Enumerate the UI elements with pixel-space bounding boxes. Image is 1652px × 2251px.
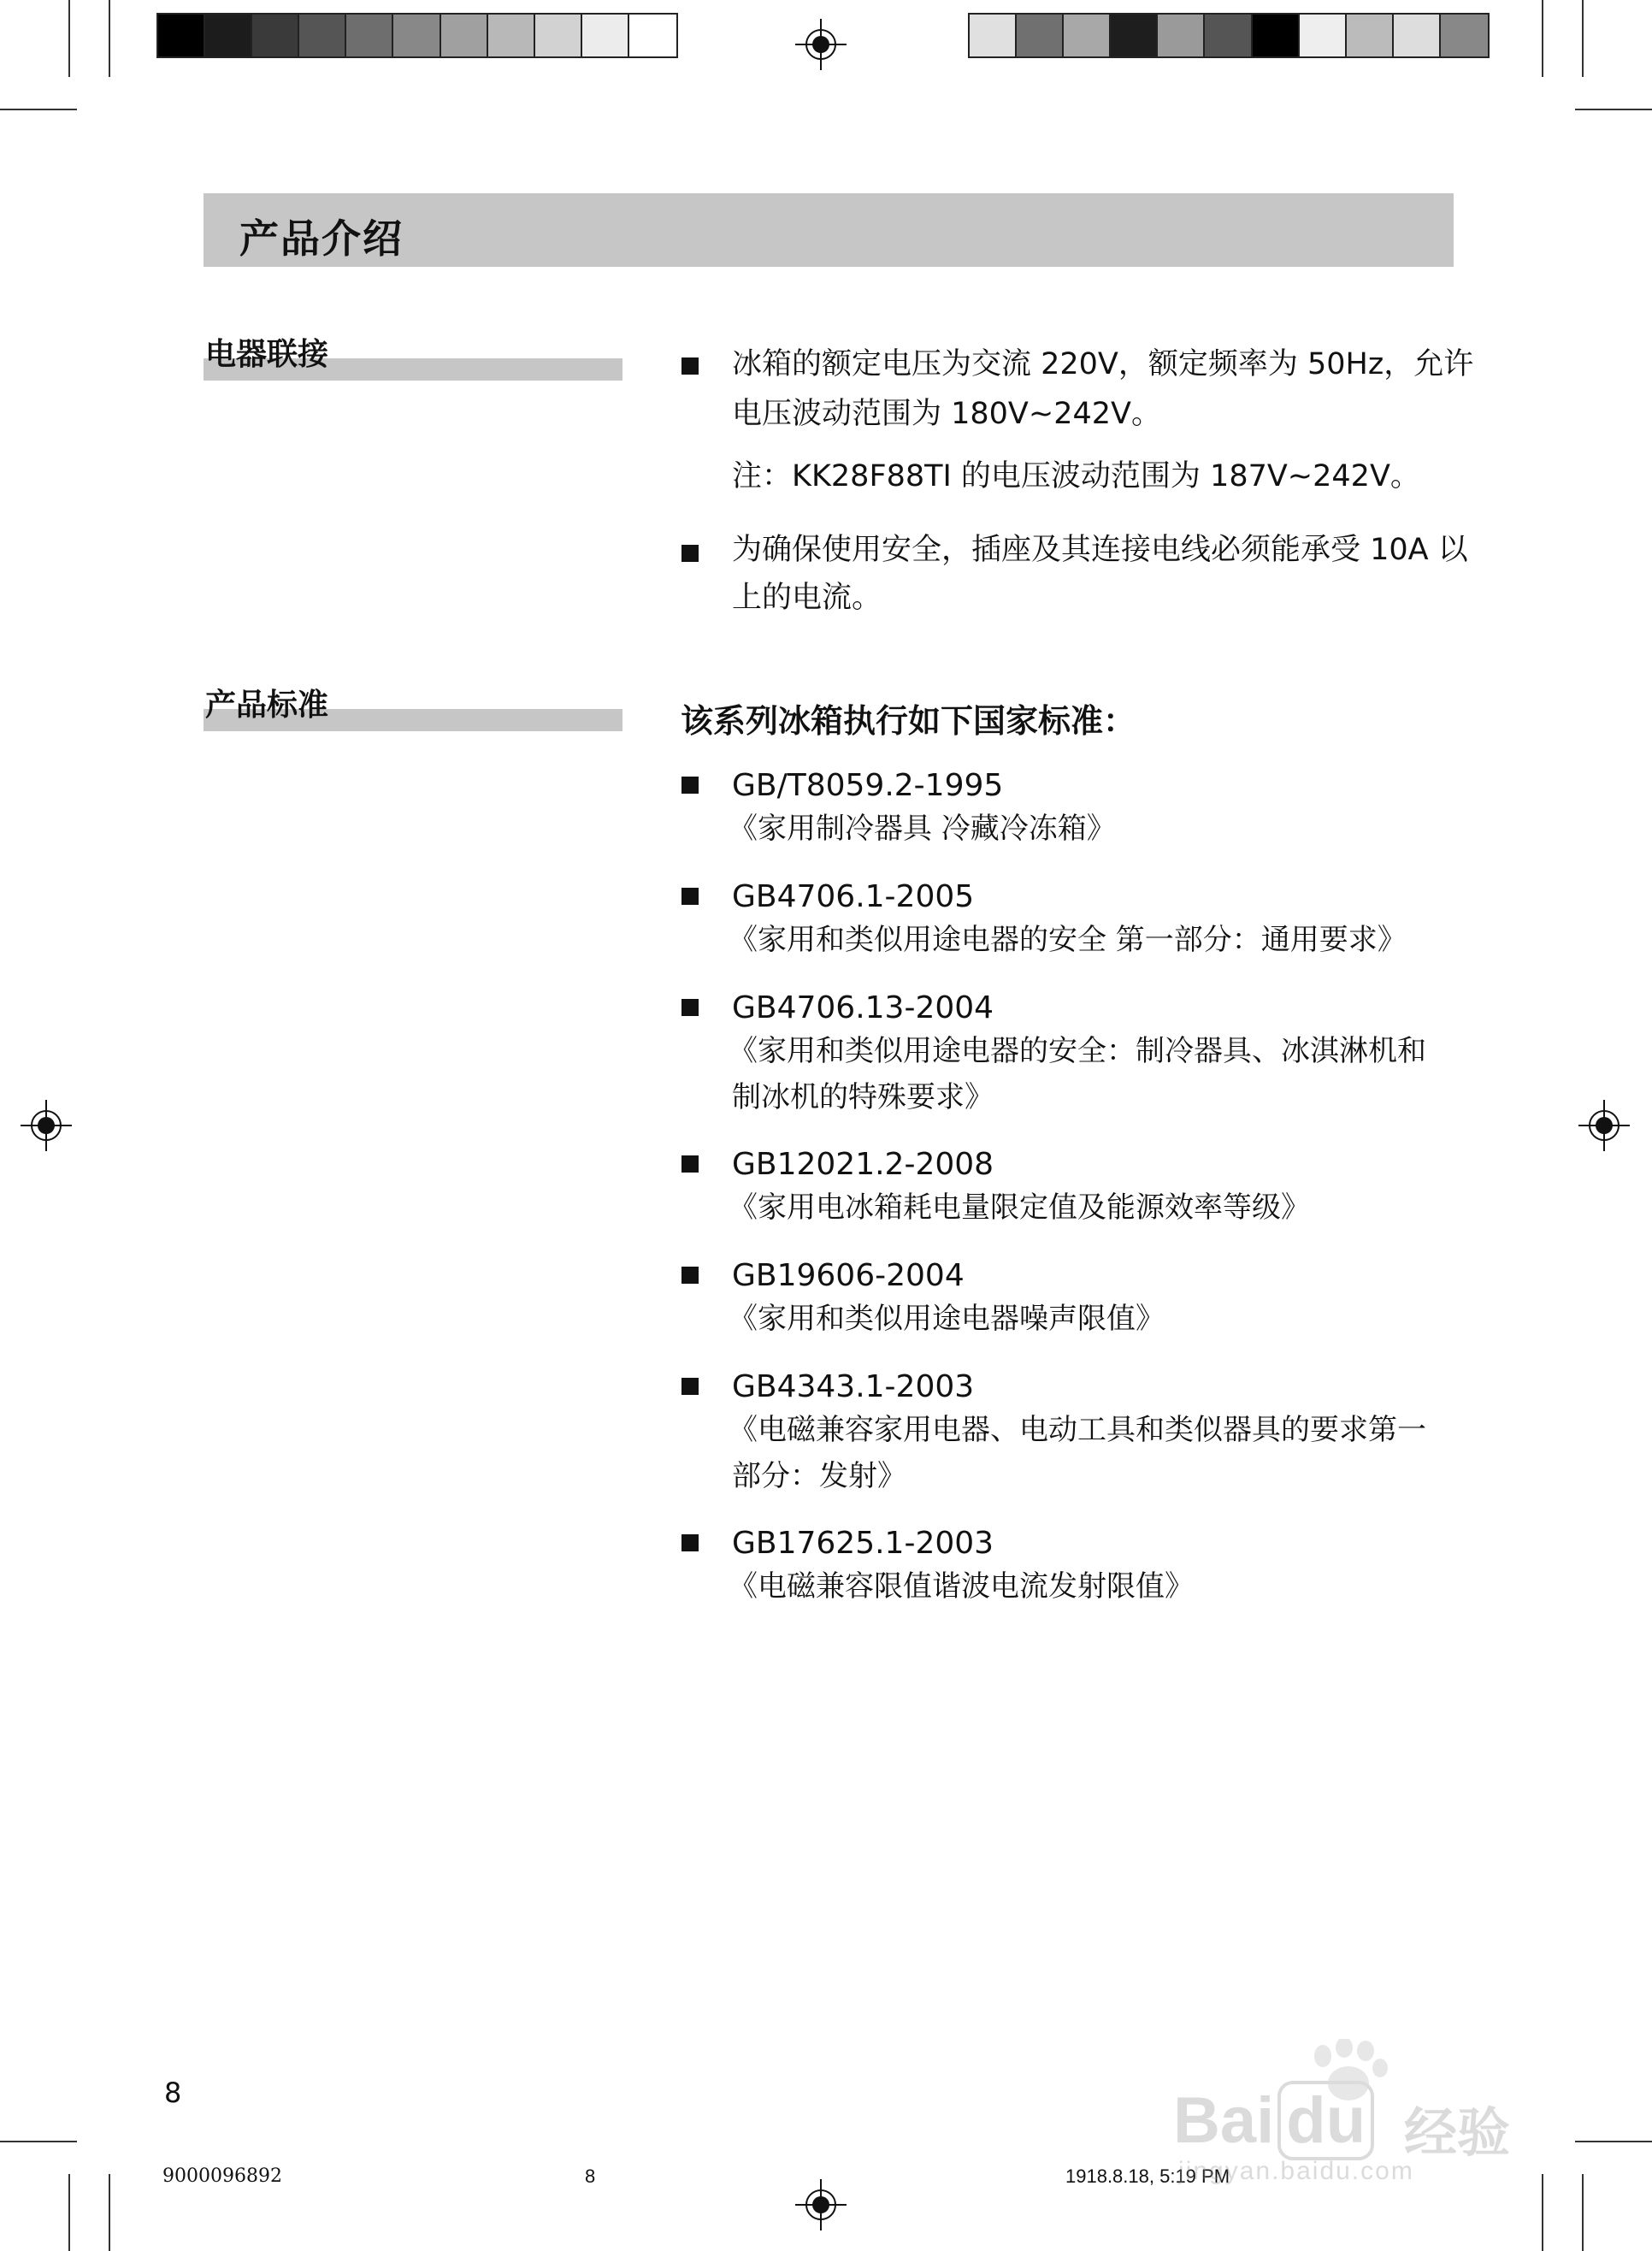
section-heading-electrical: 电器联接 [205, 337, 329, 372]
crop-mark-top-right-h [1575, 109, 1652, 110]
crop-mark-bottom-left-h [0, 2141, 77, 2142]
watermark-url: jingyan.baidu.com [1178, 2157, 1414, 2185]
swatch-left-2 [252, 15, 299, 56]
swatch-right-6 [1253, 15, 1300, 56]
swatch-left-8 [535, 15, 582, 56]
electrical-note: 注：KK28F88TI 的电压波动范围为 187V~242V。 [732, 459, 1420, 493]
bullet-square [681, 1378, 699, 1395]
standards-lead: 该系列冰箱执行如下国家标准： [681, 702, 1136, 740]
bullet-square [681, 1267, 699, 1284]
slug-date: 1918.8.18, 5:19 PM [1065, 2165, 1230, 2187]
crop-mark-bottom-right-inner [1582, 2174, 1584, 2251]
swatch-left-3 [299, 15, 346, 56]
bullet-square [681, 545, 699, 562]
standard-code: GB19606-2004 [732, 1258, 965, 1293]
registration-mark-right [1578, 1100, 1630, 1151]
standard-code: GB4706.13-2004 [732, 990, 994, 1025]
swatch-left-6 [441, 15, 488, 56]
swatch-left-7 [488, 15, 535, 56]
color-calibration-strip-right [968, 13, 1490, 58]
watermark-brand: Bai [1173, 2084, 1275, 2157]
registration-mark-left [21, 1100, 72, 1151]
swatch-left-4 [346, 15, 393, 56]
crop-mark-top-right-inner [1582, 0, 1584, 77]
swatch-right-10 [1441, 15, 1488, 56]
electrical-bullet2-line2: 上的电流。 [732, 581, 882, 615]
slug-code: 9000096892 [162, 2165, 282, 2187]
standard-title-continued: 制冰机的特殊要求》 [732, 1080, 994, 1114]
swatch-right-1 [1017, 15, 1064, 56]
baidu-jingyan-watermark [1173, 2039, 1549, 2184]
crop-mark-bottom-right-v [1542, 2174, 1543, 2251]
standard-code: GB4706.1-2005 [732, 879, 975, 914]
watermark-label: 经验 [1404, 2104, 1511, 2163]
watermark-brand-suffix: du [1277, 2081, 1374, 2160]
standard-title-continued: 部分：发射》 [732, 1459, 906, 1493]
crop-mark-top-left-h [0, 109, 77, 110]
swatch-right-0 [970, 15, 1017, 56]
crop-mark-bottom-left-inner [68, 2174, 70, 2251]
color-calibration-strip-left [156, 13, 678, 58]
swatch-right-4 [1158, 15, 1205, 56]
crop-mark-bottom-left-v [109, 2174, 110, 2251]
standard-title: 《家用电冰箱耗电量限定值及能源效率等级》 [729, 1190, 1310, 1225]
standard-title: 《家用和类似用途电器噪声限值》 [729, 1302, 1165, 1336]
standard-code: GB12021.2-2008 [732, 1147, 994, 1182]
registration-mark-bottom [795, 2179, 847, 2230]
page-number: 8 [164, 2077, 182, 2109]
bullet-square [681, 888, 699, 905]
swatch-right-9 [1394, 15, 1441, 56]
registration-mark-top [795, 19, 847, 70]
swatch-left-0 [158, 15, 205, 56]
standard-title: 《家用和类似用途电器的安全：制冷器具、冰淇淋机和 [729, 1034, 1426, 1068]
standard-code: GB4343.1-2003 [732, 1369, 975, 1404]
bullet-square [681, 1534, 699, 1551]
crop-mark-top-right-v [1542, 0, 1543, 77]
standard-title: 《电磁兼容限值谐波电流发射限值》 [729, 1569, 1194, 1604]
bullet-square [681, 777, 699, 794]
standard-title: 《电磁兼容家用电器、电动工具和类似器具的要求第一 [729, 1413, 1426, 1447]
bullet-square [681, 1155, 699, 1173]
standard-title: 《家用和类似用途电器的安全 第一部分：通用要求》 [729, 923, 1407, 957]
crop-mark-top-left-inner [68, 0, 70, 77]
swatch-right-5 [1205, 15, 1252, 56]
swatch-left-1 [205, 15, 252, 56]
electrical-bullet1-line2: 电压波动范围为 180V~242V。 [732, 397, 1161, 431]
electrical-bullet1-line1: 冰箱的额定电压为交流 220V，额定频率为 50Hz，允许 [732, 347, 1474, 381]
electrical-bullet2-line1: 为确保使用安全，插座及其连接电线必须能承受 10A 以 [732, 533, 1468, 567]
page-title: 产品介绍 [239, 216, 404, 262]
swatch-right-8 [1347, 15, 1394, 56]
swatch-right-3 [1111, 15, 1158, 56]
standard-title: 《家用制冷器具 冷藏冷冻箱》 [729, 812, 1116, 846]
crop-mark-bottom-right-h [1575, 2141, 1652, 2142]
bullet-square [681, 999, 699, 1016]
section-heading-standards: 产品标准 [205, 688, 329, 723]
bullet-square [681, 357, 699, 375]
swatch-right-7 [1300, 15, 1347, 56]
standard-code: GB/T8059.2-1995 [732, 768, 1004, 803]
swatch-right-2 [1064, 15, 1111, 56]
swatch-left-5 [393, 15, 440, 56]
standard-code: GB17625.1-2003 [732, 1526, 994, 1561]
swatch-left-9 [582, 15, 629, 56]
swatch-left-10 [629, 15, 676, 56]
page-title-bar [204, 193, 1454, 267]
crop-mark-top-left-v [109, 0, 110, 77]
slug-page: 8 [585, 2165, 596, 2187]
